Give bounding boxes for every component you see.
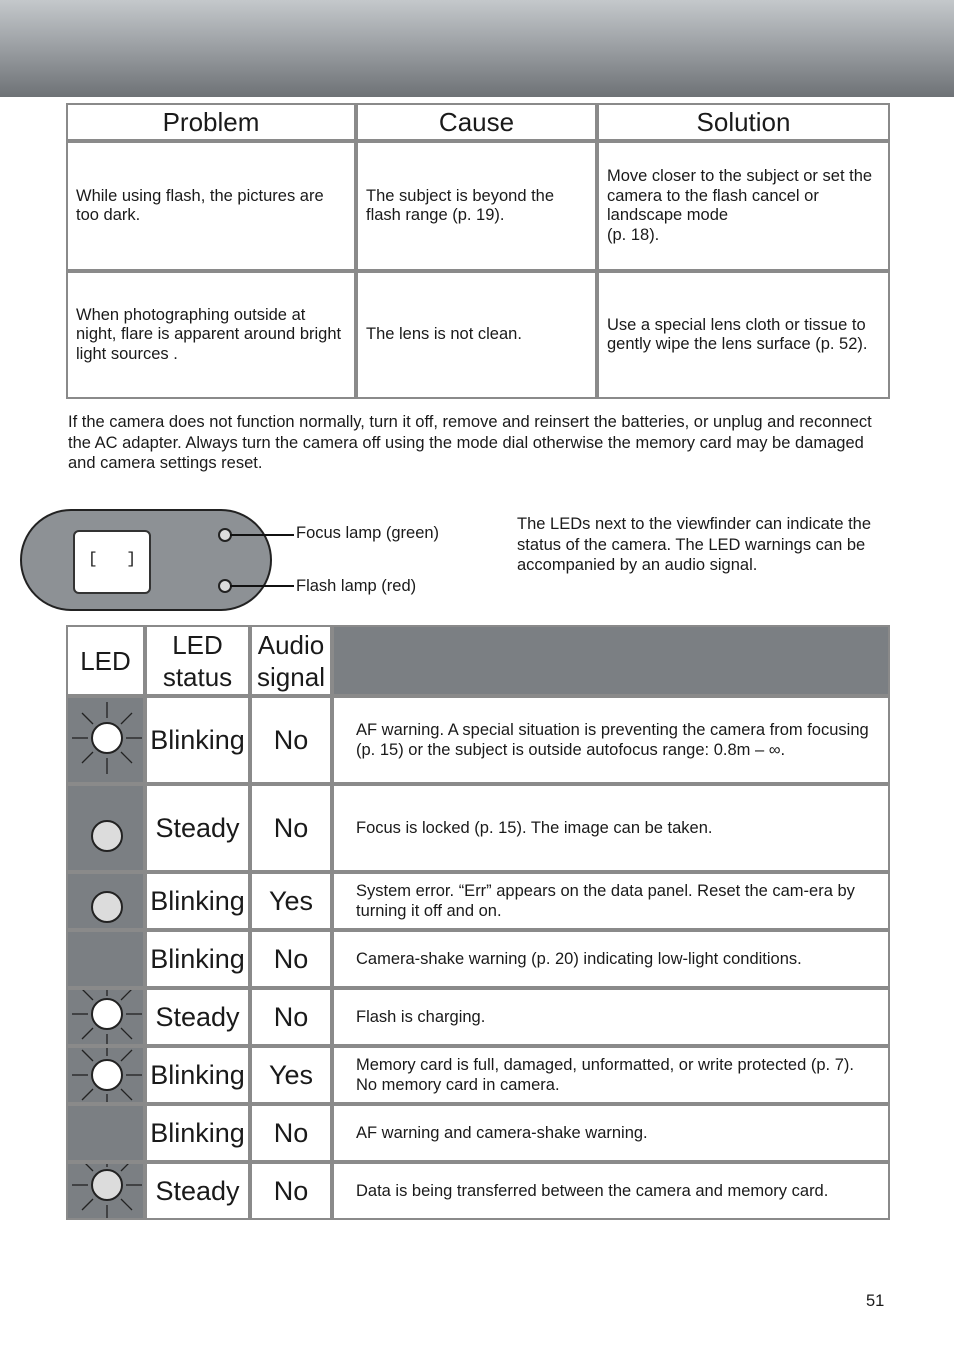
led-status-cell: Steady bbox=[145, 784, 250, 872]
description-cell: AF warning. A special situation is preventing the camera from focusing (p. 15) or the subject is outside autofocus range: 0.8m – ∞. bbox=[332, 696, 890, 784]
table-row bbox=[66, 872, 890, 930]
cause-cell: The lens is not clean. bbox=[356, 271, 597, 399]
led-status-cell: Steady bbox=[145, 1162, 250, 1220]
reset-note: If the camera does not function normally, turn it off, remove and reinsert the batteries, or unplug and reconnect the AC adapter. Always turn the camera off using the mode dial otherwise the memory card may be damaged and camera settings reset. bbox=[68, 413, 872, 472]
audio-signal-cell: Yes bbox=[250, 1046, 332, 1104]
cause-header: Cause bbox=[356, 103, 597, 141]
led-status-cell: Steady bbox=[145, 988, 250, 1046]
top-lamp-steady-icon bbox=[68, 874, 146, 928]
troubleshooting-table bbox=[66, 103, 890, 399]
audio-signal-cell: No bbox=[250, 696, 332, 784]
table-row bbox=[66, 141, 890, 271]
top-lamp-steady-icon bbox=[68, 786, 146, 870]
header-band bbox=[0, 0, 954, 97]
audio-signal-cell: No bbox=[250, 1162, 332, 1220]
table-row bbox=[66, 271, 890, 399]
description-cell: Data is being transferred between the camera and memory card. bbox=[332, 1162, 890, 1220]
led-status-cell: Blinking bbox=[145, 1104, 250, 1162]
solution-cell: Move closer to the subject or set the camera to the flash cancel or landscape mode (p. 18). bbox=[597, 141, 890, 271]
flash-lamp-leader bbox=[230, 585, 294, 587]
table-row bbox=[66, 988, 890, 1046]
led-indicator-cell bbox=[66, 930, 145, 988]
description-cell: System error. “Err” appears on the data panel. Reset the cam-era by turning it off and on. bbox=[332, 872, 890, 930]
led-status-cell: Blinking bbox=[145, 1046, 250, 1104]
led-indicator-cell bbox=[66, 1046, 145, 1104]
led-status-cell: Blinking bbox=[145, 696, 250, 784]
description-cell: Focus is locked (p. 15). The image can be taken. bbox=[332, 784, 890, 872]
led-table-header-row bbox=[66, 625, 890, 696]
problem-cell: While using flash, the pictures are too dark. bbox=[66, 141, 356, 271]
description-cell: Camera-shake warning (p. 20) indicating low-light conditions. bbox=[332, 930, 890, 988]
led-indicator-cell bbox=[66, 696, 145, 784]
focus-lamp-leader bbox=[230, 534, 294, 536]
table-row bbox=[66, 930, 890, 988]
page-number: 51 bbox=[866, 1292, 885, 1310]
led-status-table bbox=[66, 625, 890, 1220]
focus-lamp-label: Focus lamp (green) bbox=[296, 524, 440, 542]
description-cell: AF warning and camera-shake warning. bbox=[332, 1104, 890, 1162]
bottom-lamp-blinking-icon bbox=[68, 1048, 146, 1102]
led-status-header: LED status bbox=[145, 625, 250, 696]
led-indicator-cell bbox=[66, 1162, 145, 1220]
table-row bbox=[66, 1104, 890, 1162]
cause-cell: The subject is beyond the flash range (p. 19). bbox=[356, 141, 597, 271]
description-cell: Flash is charging. bbox=[332, 988, 890, 1046]
audio-signal-cell: No bbox=[250, 988, 332, 1046]
table-row bbox=[66, 784, 890, 872]
viewfinder-window bbox=[73, 530, 151, 594]
solution-header: Solution bbox=[597, 103, 890, 141]
led-indicator-cell bbox=[66, 784, 145, 872]
led-status-cell: Blinking bbox=[145, 872, 250, 930]
led-indicator-cell bbox=[66, 872, 145, 930]
viewfinder-focus-mark: [ ] bbox=[87, 550, 136, 568]
led-indicator-cell bbox=[66, 1104, 145, 1162]
audio-signal-cell: No bbox=[250, 1104, 332, 1162]
problem-cell: When photographing outside at night, flare is apparent around bright light sources . bbox=[66, 271, 356, 399]
both-lamps-blinking-icon bbox=[68, 1164, 146, 1218]
led-intro-text: The LEDs next to the viewfinder can indicate the status of the camera. The LED warnings can be accompanied by an audio signal. bbox=[517, 515, 872, 574]
flash-lamp-label: Flash lamp (red) bbox=[296, 577, 417, 595]
solution-cell: Use a special lens cloth or tissue to gently wipe the lens surface (p. 52). bbox=[597, 271, 890, 399]
top-lamp-blinking-icon bbox=[68, 698, 146, 782]
audio-signal-cell: No bbox=[250, 784, 332, 872]
description-header bbox=[332, 625, 890, 696]
table-row bbox=[66, 696, 890, 784]
description-cell: Memory card is full, damaged, unformatted, or write protected (p. 7). No memory card in camera. bbox=[332, 1046, 890, 1104]
audio-signal-cell: Yes bbox=[250, 872, 332, 930]
led-status-cell: Blinking bbox=[145, 930, 250, 988]
audio-signal-header: Audio signal bbox=[250, 625, 332, 696]
problem-header: Problem bbox=[66, 103, 356, 141]
led-header: LED bbox=[66, 625, 145, 696]
audio-signal-cell: No bbox=[250, 930, 332, 988]
table-row bbox=[66, 1162, 890, 1220]
table-row bbox=[66, 1046, 890, 1104]
table-header-row bbox=[66, 103, 890, 141]
bottom-lamp-blinking-icon bbox=[68, 990, 146, 1044]
led-indicator-cell bbox=[66, 988, 145, 1046]
